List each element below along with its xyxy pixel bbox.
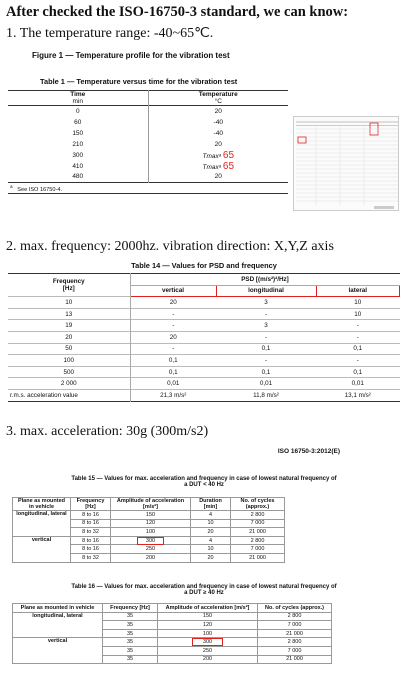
table16-acceleration-high-frequency — [12, 603, 332, 664]
cell: 0,01 — [316, 378, 400, 390]
cell: 7 000 — [231, 519, 285, 528]
cell: 10 — [316, 308, 400, 320]
cell: 7 000 — [258, 646, 332, 655]
table-row — [8, 355, 400, 367]
table-row — [13, 612, 332, 621]
cell: 20 — [191, 528, 231, 537]
cell: -40 — [148, 128, 288, 139]
cell: - — [130, 320, 216, 332]
cell: - — [216, 355, 316, 367]
cell — [158, 638, 258, 647]
cell: 3 — [216, 297, 316, 309]
table-row — [13, 638, 332, 647]
table-header-row — [13, 498, 285, 511]
cell: 100 — [8, 355, 130, 367]
cell: 0,1 — [216, 366, 316, 378]
cell: 2 800 — [231, 511, 285, 520]
cell: 20 — [130, 297, 216, 309]
cell: 13,1 m/s² — [316, 389, 400, 401]
point-temperature-range: 1. The temperature range: -40~65℃. — [6, 26, 214, 41]
cell: - — [130, 308, 216, 320]
page-heading: After checked the ISO-16750-3 standard, we can know: — [6, 4, 349, 20]
cell: 120 — [111, 519, 191, 528]
cell: 8 to 16 — [71, 545, 111, 554]
figure-thumbnail — [293, 116, 399, 211]
col-lateral-header: lateral — [316, 285, 400, 297]
header-cell: No. of cycles (approx.) — [231, 498, 285, 511]
thumbnail-image — [294, 117, 400, 212]
table-row — [8, 106, 288, 117]
cell: 100 — [111, 528, 191, 537]
cell: - — [316, 355, 400, 367]
cell: 0,1 — [130, 355, 216, 367]
cell: 210 — [72, 140, 84, 148]
cell: - — [216, 308, 316, 320]
cell: 10 — [191, 519, 231, 528]
table-header-row — [13, 604, 332, 613]
cell: 20 — [191, 553, 231, 562]
cell: 4 — [191, 536, 231, 545]
cell: 0,01 — [216, 378, 316, 390]
cell: Tmaxᵃ 65 — [148, 161, 288, 172]
cell: - — [316, 331, 400, 343]
table1-footnote: $^a$ See ISO 16750-4. — [10, 183, 63, 193]
cell — [111, 536, 191, 545]
cell: 20 — [148, 106, 288, 117]
cell: 20 — [8, 331, 130, 343]
cell: 50 — [8, 343, 130, 355]
group-label: vertical — [13, 536, 71, 562]
cell: 2 800 — [258, 638, 332, 647]
cell: 21 000 — [231, 528, 285, 537]
header-cell: No. of cycles (approx.) — [258, 604, 332, 613]
cell: 200 — [158, 655, 258, 664]
rms-label: r.m.s. acceleration value — [8, 389, 130, 401]
cell: 20 — [148, 172, 288, 183]
col-vertical-header: vertical — [130, 285, 216, 297]
col-longitudinal-header: longitudinal — [216, 285, 316, 297]
cell: 500 — [8, 366, 130, 378]
cell: 0,1 — [130, 366, 216, 378]
highlight-max-acceleration: 300 — [137, 537, 164, 545]
cell: 35 — [103, 646, 158, 655]
cell: - — [130, 343, 216, 355]
cell: 2 800 — [258, 612, 332, 621]
table-row — [8, 320, 400, 332]
cell: - — [316, 320, 400, 332]
cell: 35 — [103, 629, 158, 638]
table16-caption: Table 16 — Values for max. acceleration and frequency in case of lowest natural frequency of a DUT ≥ 40 Hz — [71, 584, 337, 596]
cell: 150 — [72, 129, 84, 137]
cell: 0,01 — [130, 378, 216, 390]
cell: 19 — [8, 320, 130, 332]
table-row — [8, 297, 400, 309]
group-label: vertical — [13, 638, 103, 664]
cell: 8 to 16 — [71, 519, 111, 528]
table14-caption: Table 14 — Values for PSD and frequency — [131, 261, 277, 270]
table-row — [8, 161, 288, 172]
table1-temperature-time — [8, 90, 288, 194]
figure1-caption: Figure 1 — Temperature profile for the vibration test — [32, 51, 230, 60]
table-header-row — [8, 91, 288, 106]
cell: 2 800 — [231, 536, 285, 545]
group-label: longitudinal, lateral — [13, 612, 103, 638]
cell: 4 — [191, 511, 231, 520]
header-cell: Frequency [Hz] — [71, 498, 111, 511]
cell: 8 to 32 — [71, 528, 111, 537]
cell: 20 — [130, 331, 216, 343]
cell: 21,3 m/s² — [130, 389, 216, 401]
table-row — [13, 536, 285, 545]
cell: 150 — [158, 612, 258, 621]
cell: 60 — [74, 118, 82, 126]
document-reference: ISO 16750-3:2012(E) — [277, 448, 340, 455]
header-cell: Plane as mounted in vehicle — [13, 498, 71, 511]
header-cell: Plane as mounted in vehicle — [13, 604, 103, 613]
table-row — [8, 308, 400, 320]
cell: 0,1 — [316, 343, 400, 355]
cell: 21 000 — [258, 629, 332, 638]
cell: 10 — [316, 297, 400, 309]
table-row — [8, 378, 400, 390]
cell: 8 to 32 — [71, 553, 111, 562]
cell: 8 to 16 — [71, 511, 111, 520]
cell: 150 — [111, 511, 191, 520]
cell: 250 — [111, 545, 191, 554]
table-row — [8, 331, 400, 343]
cell: 10 — [191, 545, 231, 554]
table-row — [8, 343, 400, 355]
cell: 3 — [216, 320, 316, 332]
cell: 0,1 — [216, 343, 316, 355]
point-max-acceleration: 3. max. acceleration: 30g (300m/s2) — [6, 424, 209, 439]
col-frequency-header: Frequency [Hz] — [8, 274, 130, 297]
table-row — [13, 511, 285, 520]
cell: 8 to 16 — [71, 536, 111, 545]
cell: Tmaxᵃ 65 — [148, 150, 288, 161]
table-row — [8, 128, 288, 139]
header-cell: Amplitude of acceleration [m/s²] — [158, 604, 258, 613]
col-temperature-header: Temperature °C — [148, 91, 288, 106]
header-cell: Amplitude of acceleration [m/s²] — [111, 498, 191, 511]
cell: 2 000 — [8, 378, 130, 390]
group-label: longitudinal, lateral — [13, 511, 71, 537]
header-cell: Duration [min] — [191, 498, 231, 511]
header-cell: Frequency [Hz] — [103, 604, 158, 613]
table14-psd-frequency — [8, 273, 400, 402]
psd-header: PSD [(m/s²)²/Hz] — [130, 274, 400, 286]
highlight-max-acceleration: 300 — [192, 638, 223, 646]
cell: 200 — [111, 553, 191, 562]
cell: 480 — [72, 173, 84, 181]
cell: 21 000 — [258, 655, 332, 664]
cell: 35 — [103, 621, 158, 630]
cell: 10 — [8, 297, 130, 309]
col-time-header: Time min — [70, 91, 86, 105]
cell: 13 — [8, 308, 130, 320]
cell: 410 — [72, 162, 84, 170]
table-row — [8, 117, 288, 128]
table15-caption: Table 15 — Values for max. acceleration and frequency in case of lowest natural frequency of a DUT < 40 Hz — [71, 476, 337, 488]
cell: 0,1 — [316, 366, 400, 378]
cell: 300 — [72, 151, 84, 159]
table-row — [8, 150, 288, 161]
cell: 35 — [103, 638, 158, 647]
cell: -40 — [148, 117, 288, 128]
cell: 20 — [148, 139, 288, 150]
cell: - — [216, 331, 316, 343]
table-row — [8, 172, 288, 183]
tmax-value-annotation: 65 — [222, 149, 235, 161]
cell: 120 — [158, 621, 258, 630]
cell: 35 — [103, 612, 158, 621]
cell: 11,8 m/s² — [216, 389, 316, 401]
cell: 7 000 — [231, 545, 285, 554]
table-header-row — [8, 274, 400, 286]
table15-acceleration-low-frequency — [12, 497, 285, 563]
cell: 100 — [158, 629, 258, 638]
table1-caption: Table 1 — Temperature versus time for the vibration test — [40, 77, 238, 86]
table-row — [8, 139, 288, 150]
tmax-value-annotation: 65 — [222, 160, 235, 172]
cell: 7 000 — [258, 621, 332, 630]
table-row — [8, 366, 400, 378]
cell: 250 — [158, 646, 258, 655]
cell: 35 — [103, 655, 158, 664]
cell: 21 000 — [231, 553, 285, 562]
table-footnote-row — [8, 183, 288, 194]
rms-row — [8, 389, 400, 401]
point-frequency-direction: 2. max. frequency: 2000hz. vibration direction: X,Y,Z axis — [6, 239, 334, 254]
cell: 0 — [75, 107, 80, 115]
